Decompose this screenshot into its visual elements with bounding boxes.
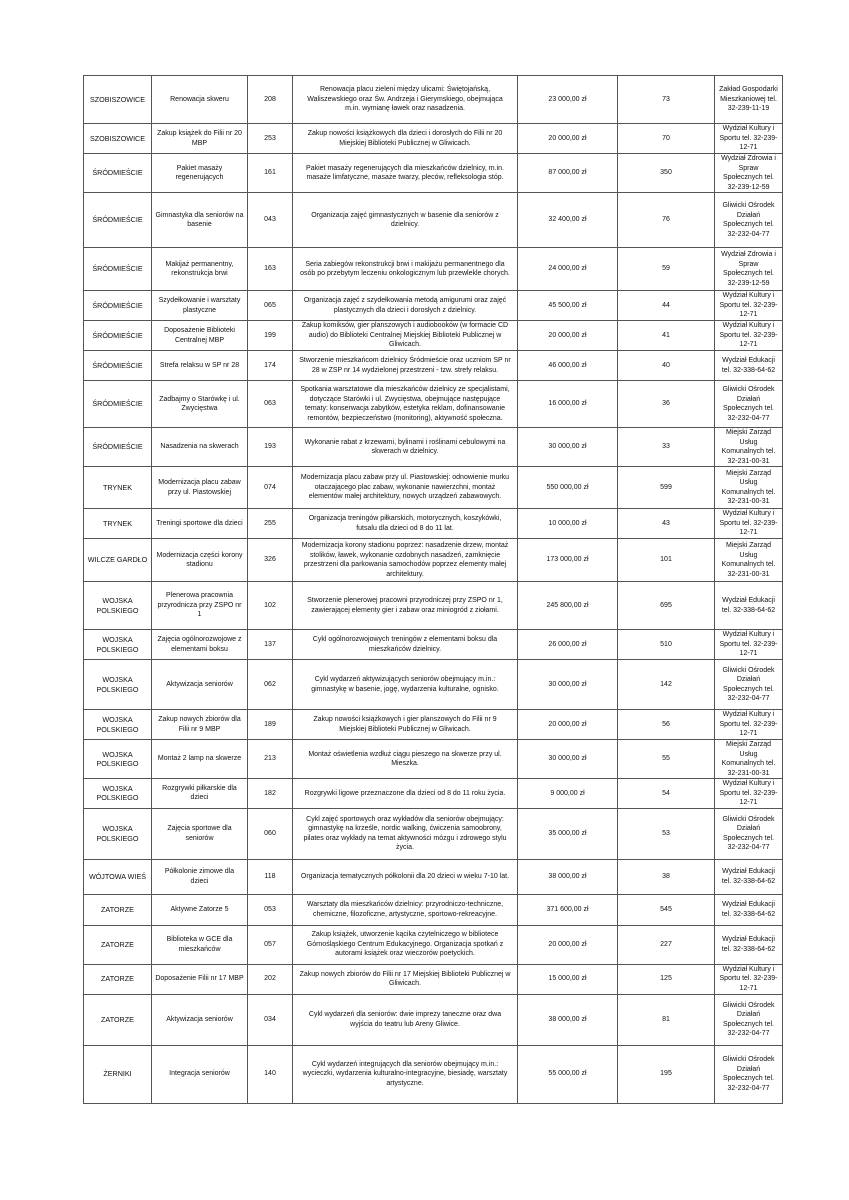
contact-cell: Wydział Kultury i Sportu tel. 32-239-12-71 [715, 124, 783, 154]
votes-cell: 55 [618, 740, 715, 779]
project-number-cell: 057 [248, 925, 293, 964]
project-number-cell: 208 [248, 76, 293, 124]
description-cell: Organizacja tematycznych półkolonii dla 20 dzieci w wieku 7-10 lat. [293, 859, 518, 894]
project-number-cell: 063 [248, 381, 293, 428]
description-cell: Warsztaty dla mieszkańców dzielnicy: przyrodniczo-techniczne, chemiczne, filozoficzne, artystyczne, sportowo-rekreacyjne. [293, 894, 518, 925]
district-cell: WÓJTOWA WIEŚ [84, 859, 152, 894]
project-number-cell: 253 [248, 124, 293, 154]
contact-cell: Miejski Zarząd Usług Komunalnych tel. 32-231-00-31 [715, 539, 783, 582]
description-cell: Zakup komiksów, gier planszowych i audiobooków (w formacie CD audio) do Biblioteki Centralnej Miejskiej Biblioteki Publicznej w Gliwicach. [293, 321, 518, 351]
amount-cell: 26 000,00 zł [518, 630, 618, 660]
district-cell: ŚRÓDMIEŚCIE [84, 248, 152, 291]
contact-cell: Wydział Edukacji tel. 32-338-64-62 [715, 925, 783, 964]
projects-table [83, 75, 783, 1104]
amount-cell: 15 000,00 zł [518, 964, 618, 994]
description-cell: Modernizacja placu zabaw przy ul. Piastowskiej: odnowienie murku otaczającego plac zabaw, wykonanie nawierzchni, montaż elementów małej architektury, nowych urządzeń zabawowych. [293, 467, 518, 509]
project-number-cell: 213 [248, 740, 293, 779]
table-row [84, 76, 783, 124]
table-row [84, 1045, 783, 1103]
amount-cell: 30 000,00 zł [518, 740, 618, 779]
votes-cell: 40 [618, 351, 715, 381]
description-cell: Zakup nowości książkowych i gier planszowych do Filii nr 9 Miejskiej Biblioteki Publicznej w Gliwicach. [293, 710, 518, 740]
amount-cell: 245 800,00 zł [518, 582, 618, 630]
description-cell: Renowacja placu zieleni między ulicami: Świętojańską, Waliszewskiego oraz Św. Andrzeja i Gierymskiego, obejmująca m.in. wymianę ławek oraz nasadzenia. [293, 76, 518, 124]
project-name-cell: Doposażenie Filii nr 17 MBP [152, 964, 248, 994]
project-name-cell: Plenerowa pracownia przyrodnicza przy ZSPO nr 1 [152, 582, 248, 630]
district-cell: ŚRÓDMIEŚCIE [84, 193, 152, 248]
district-cell: TRYNEK [84, 509, 152, 539]
project-number-cell: 174 [248, 351, 293, 381]
contact-cell: Miejski Zarząd Usług Komunalnych tel. 32-231-00-31 [715, 740, 783, 779]
district-cell: WOJSKA POLSKIEGO [84, 630, 152, 660]
table-row [84, 779, 783, 809]
contact-cell: Wydział Kultury i Sportu tel. 32-239-12-71 [715, 779, 783, 809]
project-name-cell: Półkolonie zimowe dla dzieci [152, 859, 248, 894]
contact-cell: Wydział Zdrowia i Spraw Społecznych tel. 32-239-12-59 [715, 248, 783, 291]
description-cell: Cykl wydarzeń dla seniorów: dwie imprezy taneczne oraz dwa wyjścia do teatru lub Areny Gliwice. [293, 994, 518, 1045]
table-row [84, 467, 783, 509]
table-row [84, 154, 783, 193]
amount-cell: 38 000,00 zł [518, 859, 618, 894]
district-cell: WOJSKA POLSKIEGO [84, 779, 152, 809]
project-number-cell: 043 [248, 193, 293, 248]
contact-cell: Gliwicki Ośrodek Działań Społecznych tel. 32-232-04-77 [715, 994, 783, 1045]
district-cell: ZATORZE [84, 894, 152, 925]
description-cell: Stworzenie mieszkańcom dzielnicy Śródmieście oraz uczniom SP nr 28 w ZSP nr 14 wydzielonej przestrzeni - tzw. strefy relaksu. [293, 351, 518, 381]
amount-cell: 16 000,00 zł [518, 381, 618, 428]
project-name-cell: Zajęcia ogólnorozwojowe z elementami boksu [152, 630, 248, 660]
project-name-cell: Aktywizacja seniorów [152, 660, 248, 710]
project-number-cell: 193 [248, 428, 293, 467]
project-number-cell: 326 [248, 539, 293, 582]
description-cell: Cykl ogólnorozwojowych treningów z elementami boksu dla mieszkańców dzielnicy. [293, 630, 518, 660]
district-cell: WILCZE GARDŁO [84, 539, 152, 582]
contact-cell: Wydział Kultury i Sportu tel. 32-239-12-71 [715, 630, 783, 660]
votes-cell: 81 [618, 994, 715, 1045]
project-name-cell: Gimnastyka dla seniorów na basenie [152, 193, 248, 248]
description-cell: Organizacja zajęć z szydełkowania metodą amigurumi oraz zajęć plastycznych dla dzieci i dorosłych z dzielnicy. [293, 291, 518, 321]
amount-cell: 20 000,00 zł [518, 321, 618, 351]
table-row [84, 248, 783, 291]
amount-cell: 87 000,00 zł [518, 154, 618, 193]
district-cell: ŚRÓDMIEŚCIE [84, 428, 152, 467]
project-name-cell: Renowacja skweru [152, 76, 248, 124]
table-row [84, 925, 783, 964]
description-cell: Zakup nowości książkowych dla dzieci i dorosłych do Filii nr 20 Miejskiej Biblioteki Publicznej w Gliwicach. [293, 124, 518, 154]
description-cell: Montaż oświetlenia wzdłuż ciągu pieszego na skwerze przy ul. Mieszka. [293, 740, 518, 779]
project-name-cell: Aktywizacja seniorów [152, 994, 248, 1045]
amount-cell: 173 000,00 zł [518, 539, 618, 582]
amount-cell: 20 000,00 zł [518, 710, 618, 740]
project-number-cell: 102 [248, 582, 293, 630]
contact-cell: Gliwicki Ośrodek Działań Społecznych tel. 32-232-04-77 [715, 1045, 783, 1103]
contact-cell: Miejski Zarząd Usług Komunalnych tel. 32-231-00-31 [715, 428, 783, 467]
district-cell: SZOBISZOWICE [84, 124, 152, 154]
contact-cell: Wydział Kultury i Sportu tel. 32-239-12-71 [715, 321, 783, 351]
amount-cell: 30 000,00 zł [518, 660, 618, 710]
table-row [84, 630, 783, 660]
district-cell: ŻERNIKI [84, 1045, 152, 1103]
contact-cell: Gliwicki Ośrodek Działań Społecznych tel. 32-232-04-77 [715, 193, 783, 248]
amount-cell: 371 600,00 zł [518, 894, 618, 925]
table-row [84, 660, 783, 710]
votes-cell: 59 [618, 248, 715, 291]
project-name-cell: Integracja seniorów [152, 1045, 248, 1103]
votes-cell: 76 [618, 193, 715, 248]
description-cell: Cykl wydarzeń integrujących dla seniorów obejmujący m.in.: wycieczki, wydarzenia kulturalno-integracyjne, biesiadę, warsztaty artystyczne. [293, 1045, 518, 1103]
project-name-cell: Szydełkowanie i warsztaty plastyczne [152, 291, 248, 321]
votes-cell: 36 [618, 381, 715, 428]
votes-cell: 125 [618, 964, 715, 994]
contact-cell: Miejski Zarząd Usług Komunalnych tel. 32-231-00-31 [715, 467, 783, 509]
project-name-cell: Makijaż permanentny, rekonstrukcja brwi [152, 248, 248, 291]
project-name-cell: Treningi sportowe dla dzieci [152, 509, 248, 539]
votes-cell: 545 [618, 894, 715, 925]
amount-cell: 20 000,00 zł [518, 925, 618, 964]
votes-cell: 101 [618, 539, 715, 582]
project-number-cell: 118 [248, 859, 293, 894]
description-cell: Modernizacja korony stadionu poprzez: nasadzenie drzew, montaż stolików, ławek, wykonanie ozdobnych nasadzeń, zamknięcie przestrzeni dla parkowania samochodów poprzez elementy małej architektury. [293, 539, 518, 582]
votes-cell: 510 [618, 630, 715, 660]
project-number-cell: 189 [248, 710, 293, 740]
table-row [84, 428, 783, 467]
project-number-cell: 062 [248, 660, 293, 710]
amount-cell: 20 000,00 zł [518, 124, 618, 154]
project-number-cell: 199 [248, 321, 293, 351]
description-cell: Rozgrywki ligowe przeznaczone dla dzieci od 8 do 11 roku życia. [293, 779, 518, 809]
votes-cell: 33 [618, 428, 715, 467]
votes-cell: 38 [618, 859, 715, 894]
description-cell: Seria zabiegów rekonstrukcji brwi i makijażu permanentnego dla osób po przebytym leczeniu onkologicznym lub przewlekle chorych. [293, 248, 518, 291]
amount-cell: 45 500,00 zł [518, 291, 618, 321]
project-name-cell: Strefa relaksu w SP nr 28 [152, 351, 248, 381]
contact-cell: Zakład Gospodarki Mieszkaniowej tel. 32-239-11-19 [715, 76, 783, 124]
contact-cell: Gliwicki Ośrodek Działań Społecznych tel. 32-232-04-77 [715, 808, 783, 859]
district-cell: ŚRÓDMIEŚCIE [84, 381, 152, 428]
district-cell: ŚRÓDMIEŚCIE [84, 154, 152, 193]
table-row [84, 351, 783, 381]
votes-cell: 44 [618, 291, 715, 321]
votes-cell: 43 [618, 509, 715, 539]
amount-cell: 9 000,00 zł [518, 779, 618, 809]
project-name-cell: Zadbajmy o Starówkę i ul. Zwycięstwa [152, 381, 248, 428]
project-name-cell: Zakup książek do Filii nr 20 MBP [152, 124, 248, 154]
amount-cell: 38 000,00 zł [518, 994, 618, 1045]
project-number-cell: 163 [248, 248, 293, 291]
project-name-cell: Nasadzenia na skwerach [152, 428, 248, 467]
table-row [84, 964, 783, 994]
description-cell: Zakup książek, utworzenie kącika czytelniczego w bibliotece Górnośląskiego Centrum Edukacyjnego. Organizacja spotkań z autorami książek oraz wieczorów poetyckich. [293, 925, 518, 964]
project-name-cell: Doposażenie Biblioteki Centralnej MBP [152, 321, 248, 351]
contact-cell: Wydział Kultury i Sportu tel. 32-239-12-71 [715, 291, 783, 321]
amount-cell: 32 400,00 zł [518, 193, 618, 248]
district-cell: WOJSKA POLSKIEGO [84, 710, 152, 740]
votes-cell: 599 [618, 467, 715, 509]
district-cell: WOJSKA POLSKIEGO [84, 808, 152, 859]
project-name-cell: Biblioteka w GCE dla mieszkańców [152, 925, 248, 964]
votes-cell: 350 [618, 154, 715, 193]
table-row [84, 582, 783, 630]
contact-cell: Wydział Edukacji tel. 32-338-64-62 [715, 894, 783, 925]
project-name-cell: Modernizacja części korony stadionu [152, 539, 248, 582]
table-row [84, 381, 783, 428]
votes-cell: 695 [618, 582, 715, 630]
project-number-cell: 161 [248, 154, 293, 193]
votes-cell: 70 [618, 124, 715, 154]
table-row [84, 859, 783, 894]
table-row [84, 994, 783, 1045]
project-number-cell: 074 [248, 467, 293, 509]
project-number-cell: 065 [248, 291, 293, 321]
table-row [84, 321, 783, 351]
description-cell: Stworzenie plenerowej pracowni przyrodniczej przy ZSPO nr 1, zawierającej elementy gier i zabaw oraz miniogród z ziołami. [293, 582, 518, 630]
description-cell: Spotkania warsztatowe dla mieszkańców dzielnicy ze specjalistami, dotyczące Starówki i ul. Zwycięstwa, obejmujące następujące tematy: konserwacja zabytków, estetyka reklam, dofinansowanie remontów, bezpieczeństwo (monitoring), aktywność społeczna. [293, 381, 518, 428]
table-row [84, 539, 783, 582]
district-cell: SZOBISZOWICE [84, 76, 152, 124]
amount-cell: 30 000,00 zł [518, 428, 618, 467]
district-cell: TRYNEK [84, 467, 152, 509]
contact-cell: Wydział Edukacji tel. 32-338-64-62 [715, 859, 783, 894]
votes-cell: 56 [618, 710, 715, 740]
amount-cell: 10 000,00 zł [518, 509, 618, 539]
district-cell: WOJSKA POLSKIEGO [84, 660, 152, 710]
votes-cell: 41 [618, 321, 715, 351]
project-number-cell: 060 [248, 808, 293, 859]
votes-cell: 142 [618, 660, 715, 710]
table-row [84, 509, 783, 539]
district-cell: ZATORZE [84, 964, 152, 994]
district-cell: ŚRÓDMIEŚCIE [84, 321, 152, 351]
description-cell: Pakiet masaży regenerujących dla mieszkańców dzielnicy, m.in. masaże limfatyczne, masaże twarzy, pleców, refleksologia stóp. [293, 154, 518, 193]
contact-cell: Wydział Edukacji tel. 32-338-64-62 [715, 351, 783, 381]
project-number-cell: 137 [248, 630, 293, 660]
amount-cell: 46 000,00 zł [518, 351, 618, 381]
project-number-cell: 034 [248, 994, 293, 1045]
votes-cell: 73 [618, 76, 715, 124]
project-name-cell: Zakup nowych zbiorów dla Filii nr 9 MBP [152, 710, 248, 740]
project-name-cell: Pakiet masaży regenerujących [152, 154, 248, 193]
contact-cell: Wydział Kultury i Sportu tel. 32-239-12-71 [715, 964, 783, 994]
votes-cell: 54 [618, 779, 715, 809]
district-cell: WOJSKA POLSKIEGO [84, 740, 152, 779]
project-name-cell: Zajęcia sportowe dla seniorów [152, 808, 248, 859]
table-row [84, 894, 783, 925]
contact-cell: Wydział Kultury i Sportu tel. 32-239-12-71 [715, 509, 783, 539]
project-number-cell: 053 [248, 894, 293, 925]
amount-cell: 550 000,00 zł [518, 467, 618, 509]
description-cell: Organizacja treningów piłkarskich, motorycznych, koszykówki, futsalu dla dzieci od 8 do 11 lat. [293, 509, 518, 539]
contact-cell: Wydział Zdrowia i Spraw Społecznych tel. 32-239-12-59 [715, 154, 783, 193]
district-cell: ŚRÓDMIEŚCIE [84, 291, 152, 321]
votes-cell: 227 [618, 925, 715, 964]
amount-cell: 55 000,00 zł [518, 1045, 618, 1103]
district-cell: ŚRÓDMIEŚCIE [84, 351, 152, 381]
description-cell: Wykonanie rabat z krzewami, bylinami i roślinami cebulowymi na skwerach w dzielnicy. [293, 428, 518, 467]
table-row [84, 291, 783, 321]
description-cell: Cykl wydarzeń aktywizujących seniorów obejmujący m.in.: gimnastykę w basenie, jogę, wydarzenia kulturalne, ognisko. [293, 660, 518, 710]
project-name-cell: Montaż 2 lamp na skwerze [152, 740, 248, 779]
project-number-cell: 140 [248, 1045, 293, 1103]
project-name-cell: Modernizacja placu zabaw przy ul. Piastowskiej [152, 467, 248, 509]
amount-cell: 23 000,00 zł [518, 76, 618, 124]
table-row [84, 124, 783, 154]
project-number-cell: 255 [248, 509, 293, 539]
projects-table-body [84, 76, 783, 1104]
votes-cell: 195 [618, 1045, 715, 1103]
table-row [84, 193, 783, 248]
project-number-cell: 182 [248, 779, 293, 809]
district-cell: ZATORZE [84, 994, 152, 1045]
project-number-cell: 202 [248, 964, 293, 994]
district-cell: ZATORZE [84, 925, 152, 964]
project-name-cell: Rozgrywki piłkarskie dla dzieci [152, 779, 248, 809]
contact-cell: Gliwicki Ośrodek Działań Społecznych tel. 32-232-04-77 [715, 660, 783, 710]
project-name-cell: Aktywne Zatorze 5 [152, 894, 248, 925]
contact-cell: Wydział Edukacji tel. 32-338-64-62 [715, 582, 783, 630]
table-row [84, 808, 783, 859]
district-cell: WOJSKA POLSKIEGO [84, 582, 152, 630]
votes-cell: 53 [618, 808, 715, 859]
description-cell: Zakup nowych zbiorów do Filii nr 17 Miejskiej Biblioteki Publicznej w Gliwicach. [293, 964, 518, 994]
description-cell: Cykl zajęć sportowych oraz wykładów dla seniorów obejmujący: gimnastykę na krześle, nordic walking, ćwiczenia samoobrony, pilates oraz wykłady na temat aktywności mózgu i zdrowego stylu życia. [293, 808, 518, 859]
amount-cell: 35 000,00 zł [518, 808, 618, 859]
table-row [84, 710, 783, 740]
contact-cell: Wydział Kultury i Sportu tel. 32-239-12-71 [715, 710, 783, 740]
contact-cell: Gliwicki Ośrodek Działań Społecznych tel. 32-232-04-77 [715, 381, 783, 428]
description-cell: Organizacja zajęć gimnastycznych w basenie dla seniorów z dzielnicy. [293, 193, 518, 248]
table-row [84, 740, 783, 779]
amount-cell: 24 000,00 zł [518, 248, 618, 291]
